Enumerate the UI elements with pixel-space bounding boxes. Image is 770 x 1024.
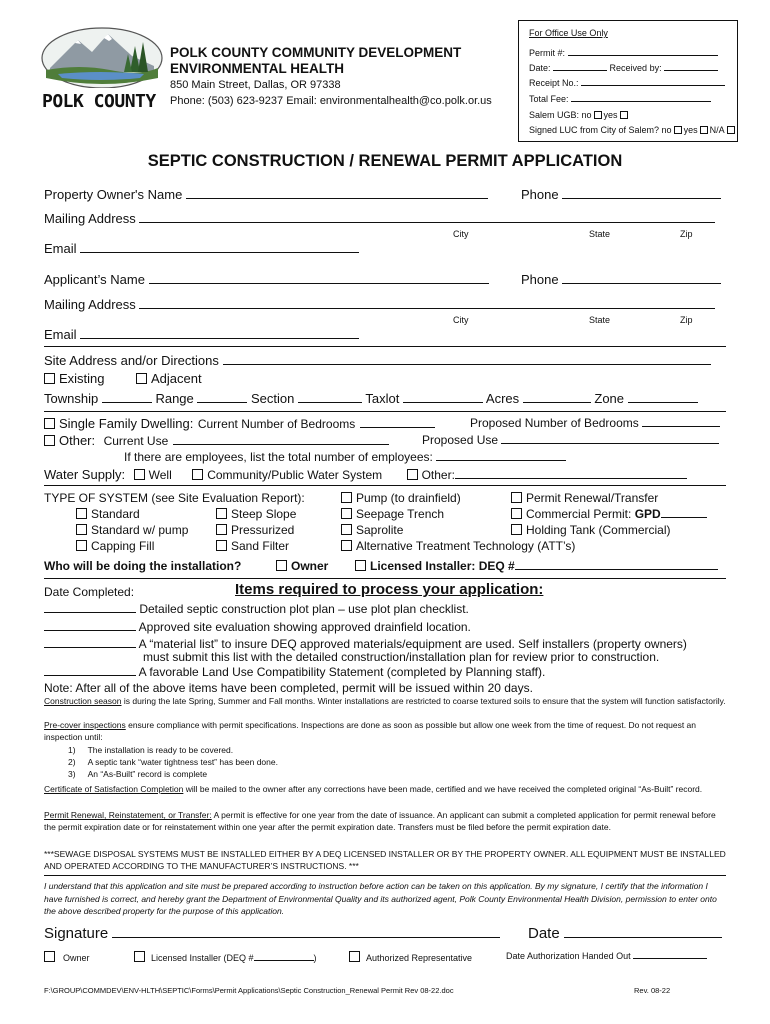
item-3-date-field[interactable]	[44, 647, 136, 648]
water-other-field[interactable]	[455, 478, 687, 479]
applicant-name-field[interactable]	[149, 283, 489, 284]
office-use-box	[518, 20, 738, 142]
applicant-email-row: Email	[44, 327, 359, 342]
system-holding-tank: Holding Tank (Commercial)	[511, 523, 671, 537]
owner-email-row: Email	[44, 241, 359, 256]
salem-ugb-yes-checkbox[interactable]	[620, 111, 628, 119]
system-att: Alternative Treatment Technology (ATT’s)	[341, 539, 575, 553]
owner-name-field[interactable]	[186, 198, 488, 199]
acres-field[interactable]	[523, 402, 591, 403]
owner-zip-label: Zip	[680, 229, 693, 239]
water-supply-row: Water Supply: Well Community/Public Water System Other:	[44, 466, 687, 484]
other-use-row: Other: Current Use	[44, 432, 389, 450]
receipt-number-field[interactable]	[581, 85, 725, 86]
office-salem-ugb: Salem UGB: no yes	[529, 110, 630, 120]
precover-paragraph: Pre-cover inspections ensure compliance with permit specifications. Inspections are done as soon as possible but allow one week from the time of request. Do not request an inspection until:	[44, 720, 697, 742]
att-checkbox[interactable]	[341, 540, 352, 551]
item-1-row: Detailed septic construction plot plan – use plot plan checklist.	[44, 602, 469, 616]
applicant-phone-row: Phone	[521, 272, 721, 287]
existing-checkbox[interactable]	[44, 373, 55, 384]
sig-installer-option: Licensed Installer (DEQ # )	[134, 951, 317, 963]
received-by-field[interactable]	[664, 70, 718, 71]
installer-owner-checkbox[interactable]	[276, 560, 287, 571]
system-type-label: TYPE OF SYSTEM (see Site Evaluation Report):	[44, 491, 305, 505]
system-standard-pump: Standard w/ pump	[76, 523, 188, 537]
divider	[44, 875, 726, 876]
single-family-checkbox[interactable]	[44, 418, 55, 429]
site-address-row: Site Address and/or Directions	[44, 353, 711, 368]
zone-field[interactable]	[628, 402, 698, 403]
renewal-transfer-checkbox[interactable]	[511, 492, 522, 503]
items-note: Note: After all of the above items have been completed, permit will be issued within 20 days.	[44, 681, 533, 695]
luc-na-checkbox[interactable]	[727, 126, 735, 134]
certificate-paragraph: Certificate of Satisfaction Completion will be mailed to the owner after any corrections have been made, certified and we have received the completed original “As-Built” record.	[44, 784, 703, 794]
adjacent-checkbox[interactable]	[136, 373, 147, 384]
system-capping-fill: Capping Fill	[76, 539, 154, 553]
range-field[interactable]	[197, 402, 247, 403]
site-address-field[interactable]	[223, 364, 711, 365]
sig-installer-deq-field[interactable]	[254, 960, 314, 961]
item-3-row: A “material list” to insure DEQ approved materials/equipment are used. Self installers (property owners)	[44, 637, 687, 651]
well-checkbox[interactable]	[134, 469, 145, 480]
owner-name-row: Property Owner's Name	[44, 187, 488, 202]
salem-ugb-no-checkbox[interactable]	[594, 111, 602, 119]
office-signed-luc: Signed LUC from City of Salem? no yes N/A	[529, 125, 737, 135]
proposed-use-row: Proposed Use	[422, 433, 719, 447]
inspection-step-2: 2) A septic tank “water tightness test” has been done.	[68, 757, 278, 767]
applicant-mailing-field[interactable]	[139, 308, 715, 309]
owner-phone-row: Phone	[521, 187, 721, 202]
office-permit: Permit #:	[529, 48, 718, 58]
sewage-notice: ***SEWAGE DISPOSAL SYSTEMS MUST BE INSTALLED EITHER BY A DEQ LICENSED INSTALLER OR BY THE PROPERTY OWNER. ALL EQUIPMENT MUST BE INSTALLED AND OPERATED ACCORDING TO THE MANUFACTURER’S INSTRUCTIONS. ***	[44, 849, 726, 871]
single-family-row: Single Family Dwelling: Current Number of Bedrooms	[44, 415, 435, 433]
applicant-phone-field[interactable]	[562, 283, 721, 284]
divider	[44, 578, 726, 579]
sand-filter-checkbox[interactable]	[216, 540, 227, 551]
applicant-zip-label: Zip	[680, 315, 693, 325]
org-address: 850 Main Street, Dallas, OR 97338	[170, 79, 341, 91]
saprolite-checkbox[interactable]	[341, 524, 352, 535]
holding-tank-checkbox[interactable]	[511, 524, 522, 535]
steep-slope-checkbox[interactable]	[216, 508, 227, 519]
proposed-bedrooms-field[interactable]	[642, 426, 720, 427]
applicant-state-label: State	[589, 315, 611, 325]
office-total-fee: Total Fee:	[529, 94, 711, 104]
water-other-checkbox[interactable]	[407, 469, 418, 480]
signature-date-row: Date	[528, 925, 722, 942]
divider	[44, 485, 726, 486]
installer-licensed-checkbox[interactable]	[355, 560, 366, 571]
footer-file-path: F:\GROUP\COMMDEV\ENV-HLTH\SEPTIC\Forms\Permit Applications\Septic Construction_Renewal Permit Rev 08-22.doc	[44, 986, 454, 995]
item-1-date-field[interactable]	[44, 612, 136, 613]
applicant-mailing-row: Mailing Address	[44, 297, 715, 312]
date-handed-out-field[interactable]	[633, 958, 707, 959]
luc-no-checkbox[interactable]	[674, 126, 682, 134]
date-handed-out-row: Date Authorization Handed Out	[506, 951, 707, 961]
county-logo	[40, 26, 164, 112]
system-pressurized: Pressurized	[216, 523, 294, 537]
standard-pump-checkbox[interactable]	[76, 524, 87, 535]
taxlot-field[interactable]	[403, 402, 483, 403]
capping-fill-checkbox[interactable]	[76, 540, 87, 551]
total-fee-field[interactable]	[571, 101, 711, 102]
footer-revision: Rev. 08-22	[634, 986, 671, 995]
signature-row: Signature	[44, 925, 500, 942]
luc-yes-checkbox[interactable]	[700, 126, 708, 134]
applicant-name-row: Applicant’s Name	[44, 272, 489, 287]
date-completed-label: Date Completed:	[44, 585, 135, 599]
proposed-use-field[interactable]	[501, 443, 719, 444]
site-existing-row: Existing	[44, 371, 105, 386]
system-saprolite: Saprolite	[341, 523, 403, 537]
pressurized-checkbox[interactable]	[216, 524, 227, 535]
logo-text: POLK COUNTY	[42, 91, 156, 112]
applicant-email-field[interactable]	[80, 338, 359, 339]
office-receipt: Receipt No.:	[529, 78, 725, 88]
owner-email-field[interactable]	[80, 252, 359, 253]
pump-drainfield-checkbox[interactable]	[341, 492, 352, 503]
sig-owner-checkbox[interactable]	[44, 951, 55, 962]
installer-owner-option: Owner	[276, 559, 328, 573]
items-heading: Items required to process your application:	[235, 581, 544, 598]
inspection-step-3: 3) An “As-Built” record is complete	[68, 769, 208, 779]
installer-deq-field[interactable]	[515, 569, 718, 570]
item-2-date-field[interactable]	[44, 630, 136, 631]
permit-number-field[interactable]	[568, 55, 718, 56]
form-title: SEPTIC CONSTRUCTION / RENEWAL PERMIT APPLICATION	[147, 152, 623, 170]
system-renewal: Permit Renewal/Transfer	[511, 491, 658, 505]
divider	[44, 346, 726, 347]
system-steep-slope: Steep Slope	[216, 507, 296, 521]
owner-state-label: State	[589, 229, 611, 239]
item-3-continued: must submit this list with the detailed construction/installation plan for review prior to construction.	[143, 650, 660, 664]
proposed-bedrooms-row: Proposed Number of Bedrooms	[470, 416, 720, 430]
seepage-trench-checkbox[interactable]	[341, 508, 352, 519]
logo-landscape-image	[40, 26, 164, 88]
applicant-city-label: City	[453, 315, 469, 325]
system-sand-filter: Sand Filter	[216, 539, 289, 553]
owner-mailing-field[interactable]	[139, 222, 715, 223]
installer-licensed-option: Licensed Installer: DEQ #	[355, 559, 718, 573]
office-date: Date: Received by:	[529, 63, 718, 73]
owner-mailing-row: Mailing Address	[44, 211, 715, 226]
office-date-field[interactable]	[553, 70, 607, 71]
system-seepage: Seepage Trench	[341, 507, 444, 521]
section-field[interactable]	[298, 402, 362, 403]
standard-checkbox[interactable]	[76, 508, 87, 519]
system-standard: Standard	[76, 507, 140, 521]
sig-owner-option: Owner	[44, 951, 90, 963]
item-2-row: Approved site evaluation showing approved drainfield location.	[44, 620, 471, 634]
employees-row: If there are employees, list the total number of employees:	[124, 450, 566, 464]
system-pump: Pump (to drainfield)	[341, 491, 461, 505]
community-water-checkbox[interactable]	[192, 469, 203, 480]
owner-phone-field[interactable]	[562, 198, 721, 199]
sig-installer-checkbox[interactable]	[134, 951, 145, 962]
certification-statement: I understand that this application and site must be prepared according to instruction before action can be taken on this application. By my signature, I certify that the information I have furnished is correct, and hereby grant the Department of Environmental Quality and its authorized agent, Polk County Environmental Health Division, permission to enter onto the above described property for the purpose of this application.	[44, 881, 717, 916]
site-legal-row: Township Range Section Taxlot Acres Zone	[44, 391, 698, 406]
other-use-checkbox[interactable]	[44, 435, 55, 446]
item-4-date-field[interactable]	[44, 675, 136, 676]
org-contact: Phone: (503) 623-9237 Email: environmentalhealth@co.polk.or.us	[170, 95, 492, 107]
sig-authorized-option: Authorized Representative	[349, 951, 472, 963]
renewal-paragraph: Permit Renewal, Reinstatement, or Transfer: A permit is effective for one year from the date of issuance. An applicant can submit a completed application for permit renewal before the permit expiration date or for reinstatement within one year after the permit expiration date. Transfers must be filed before the permit expiration date.	[44, 810, 716, 832]
current-use-field[interactable]	[173, 444, 389, 445]
org-name-line1: POLK COUNTY COMMUNITY DEVELOPMENT	[170, 45, 462, 60]
employees-field[interactable]	[436, 460, 566, 461]
signature-date-field[interactable]	[564, 937, 722, 938]
sig-authorized-checkbox[interactable]	[349, 951, 360, 962]
commercial-permit-checkbox[interactable]	[511, 508, 522, 519]
township-field[interactable]	[102, 402, 152, 403]
gpd-field[interactable]	[661, 517, 707, 518]
site-adjacent-row: Adjacent	[136, 371, 202, 386]
org-name-line2: ENVIRONMENTAL HEALTH	[170, 61, 344, 76]
current-bedrooms-field[interactable]	[360, 427, 435, 428]
owner-city-label: City	[453, 229, 469, 239]
divider	[44, 411, 726, 412]
item-4-row: A favorable Land Use Compatibility Statement (completed by Planning staff).	[44, 665, 545, 679]
signature-field[interactable]	[112, 937, 500, 938]
office-use-title: For Office Use Only	[529, 28, 608, 38]
inspection-step-1: 1) The installation is ready to be covered.	[68, 745, 234, 755]
construction-season-paragraph: Construction season is during the late Spring, Summer and Fall months. Winter installations are restricted to coarse textured soils to ensure that the system will function satisfactorily.	[44, 696, 726, 706]
system-commercial: Commercial Permit: GPD	[511, 507, 707, 521]
who-installs-label: Who will be doing the installation?	[44, 559, 242, 573]
